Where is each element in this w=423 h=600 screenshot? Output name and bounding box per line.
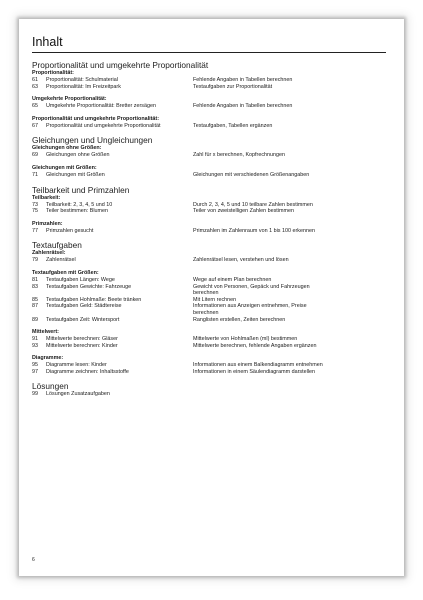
entry-page-number: [32, 310, 46, 317]
group-title: Proportionalität:: [32, 70, 74, 76]
toc-entry: [32, 297, 386, 304]
entry-description: Zahlenrätsel lesen, verstehen und lösen: [193, 257, 289, 264]
entry-page-number: 63: [32, 83, 38, 90]
toc-entry: [32, 84, 386, 91]
entry-page-number: 99: [32, 391, 38, 398]
topic-group: [32, 250, 386, 264]
entry-topic: Primzahlen gesucht: [46, 227, 94, 234]
entry-topic: Proportionalität: Im Freizeitpark: [46, 83, 121, 90]
entry-topic: Mittelwerte berechnen: Gläser: [46, 336, 118, 343]
entry-description: Informationen aus einem Balkendiagramm entnehmen: [193, 362, 323, 369]
entry-topic: [46, 290, 193, 297]
entry-topic: Diagramme lesen: Kinder: [46, 362, 107, 369]
entry-description: Primzahlen im Zahlenraum von 1 bis 100 erkennen: [193, 227, 315, 234]
toc-entry: [32, 77, 386, 84]
entry-description: Fehlende Angaben in Tabellen berechnen: [193, 77, 293, 83]
chapter-title: Textaufgaben: [32, 240, 82, 251]
group-title: Gleichungen mit Größen:: [32, 164, 97, 171]
toc-entry: [32, 317, 386, 324]
entry-description: Mittelwerte berechnen, fehlende Angaben ergänzen: [193, 342, 317, 349]
entry-page-number: 81: [32, 276, 38, 283]
entry-page-number: 67: [32, 122, 38, 129]
chapter-title: Gleichungen und Ungleichungen: [32, 135, 153, 146]
entry-topic: Textaufgaben Zeit: Wintersport: [46, 316, 120, 323]
entry-page-number: 83: [32, 283, 38, 290]
entry-page-number: 69: [32, 152, 38, 159]
toc-entry: [32, 202, 386, 209]
toc-entry: [32, 336, 386, 343]
entry-topic: Gleichungen mit Größen: [46, 171, 105, 178]
group-title: Gleichungen ohne Größen:: [32, 145, 102, 152]
toc-entry: [32, 228, 386, 235]
entry-page-number: 61: [32, 77, 38, 83]
entry-page-number: 97: [32, 368, 38, 375]
entry-topic: Proportionalität: Schulmaterial: [46, 77, 118, 83]
entry-topic: Textaufgaben Hohlmaße: Beete tränken: [46, 296, 142, 303]
entry-description: berechnen: [193, 290, 219, 297]
entry-topic: Gleichungen ohne Größen: [46, 152, 110, 159]
group-title: Mittelwert:: [32, 329, 59, 336]
toc-entry: [32, 257, 386, 264]
entry-description: Textaufgaben, Tabellen ergänzen: [193, 122, 273, 129]
toc-entry: [32, 310, 386, 317]
topic-group: [32, 96, 386, 110]
document-page: [19, 19, 404, 576]
entry-page-number: 93: [32, 342, 38, 349]
toc-entry: [32, 343, 386, 350]
topic-group: [32, 195, 386, 215]
entry-topic: Diagramme zeichnen: Inhaltsstoffe: [46, 368, 129, 375]
entry-page-number: 95: [32, 362, 38, 369]
entry-topic: Umgekehrte Proportionalität: Bretter zersägen: [46, 103, 156, 110]
entry-topic: Textaufgaben Geld: Städtereise: [46, 303, 122, 310]
toc-entry: [32, 290, 386, 297]
entry-topic: Lösungen Zusatzaufgaben: [46, 391, 110, 398]
entry-description: Informationen aus Anzeigen entnehmen, Preise: [193, 303, 307, 310]
entry-topic: [46, 310, 193, 317]
topic-group: [32, 70, 386, 90]
topic-group: [32, 329, 386, 349]
chapter-section: [32, 381, 386, 398]
topic-group: [32, 145, 386, 159]
entry-description: Ranglisten erstellen, Zeiten berechnen: [193, 316, 286, 323]
entry-description: Mittelwerte von Hohlmaßen (ml) bestimmen: [193, 336, 298, 343]
group-title: Umgekehrte Proportionalität:: [32, 96, 107, 103]
page-number: 6: [32, 557, 35, 563]
group-title: Primzahlen:: [32, 220, 63, 227]
entry-description: [193, 391, 386, 398]
entry-description: Fehlende Angaben in Tabellen berechnen: [193, 103, 293, 110]
chapter-title: Teilbarkeit und Primzahlen: [32, 184, 130, 195]
chapter-section: [32, 240, 386, 375]
entry-topic: Textaufgaben Längen: Wege: [46, 276, 115, 283]
chapter-title: Lösungen: [32, 381, 69, 392]
entry-description: Gewicht von Personen, Gepäck und Fahrzeugen: [193, 283, 310, 290]
group-title: Proportionalität und umgekehrte Proportionalität:: [32, 115, 159, 122]
topic-group: [32, 270, 386, 323]
entry-topic: Mittelwerte berechnen: Kinder: [46, 342, 118, 349]
entry-page-number: 85: [32, 296, 38, 303]
toc-entry: [32, 369, 386, 376]
entry-description: Informationen in einem Säulendiagramm darstellen: [193, 368, 315, 375]
entry-page-number: 91: [32, 336, 38, 343]
chapter-section: [32, 185, 386, 235]
topic-group: [32, 116, 386, 130]
entry-page-number: 89: [32, 316, 38, 323]
entry-description: Teiler von zweistelligen Zahlen bestimmen: [193, 208, 294, 215]
toc-entry: [32, 391, 386, 398]
entry-description: Zahl für x berechnen, Kopfrechnungen: [193, 152, 286, 159]
group-title: Teilbarkeit:: [32, 194, 61, 201]
entry-page-number: 77: [32, 227, 38, 234]
topic-group: [32, 355, 386, 375]
toc-entry: [32, 362, 386, 369]
toc-entry: [32, 123, 386, 130]
topic-group: [32, 165, 386, 179]
topic-group: [32, 221, 386, 235]
entry-page-number: 65: [32, 103, 38, 110]
toc-entry: [32, 277, 386, 284]
entry-topic: Proportionalität und umgekehrte Proportionalität: [46, 122, 161, 129]
entry-page-number: 75: [32, 208, 38, 215]
chapter-title: Proportionalität und umgekehrte Proportionalität: [32, 60, 209, 70]
entry-topic: Teilbarkeit: 2, 3, 4, 5 und 10: [46, 201, 113, 208]
entry-topic: Textaufgaben Gewichte: Fahrzeuge: [46, 283, 132, 290]
toc-entry: [32, 152, 386, 159]
entry-topic: Zahlenrätsel: [46, 257, 76, 264]
entry-description: Mit Litern rechnen: [193, 296, 237, 303]
toc-entry: [32, 208, 386, 215]
entry-topic: Teiler bestimmen: Blumen: [46, 208, 109, 215]
toc-entry: [32, 103, 386, 110]
table-of-contents: [32, 35, 386, 404]
toc-entry: [32, 172, 386, 179]
chapter-section: [32, 60, 386, 129]
entry-description: Textaufgaben zur Proportionalität: [193, 83, 273, 90]
entry-description: Gleichungen mit verschiedenen Größenangaben: [193, 171, 310, 178]
entry-page-number: [32, 290, 46, 297]
group-title: Diagramme:: [32, 355, 64, 362]
chapter-section: [32, 135, 386, 178]
entry-page-number: 71: [32, 171, 38, 178]
topic-group: [32, 391, 386, 398]
group-title: Textaufgaben mit Größen:: [32, 269, 99, 276]
toc-entry: [32, 303, 386, 310]
entry-page-number: 73: [32, 201, 38, 208]
entry-page-number: 79: [32, 257, 38, 264]
toc-entry: [32, 284, 386, 291]
entry-description: berechnen: [193, 309, 219, 316]
page-title: Inhalt: [32, 35, 386, 53]
entry-description: Durch 2, 3, 4, 5 und 10 teilbare Zahlen bestimmen: [193, 201, 313, 208]
entry-page-number: 87: [32, 303, 38, 310]
group-title: Zahlenrätsel:: [32, 250, 66, 257]
entry-description: Wege auf einem Plan berechnen: [193, 276, 272, 283]
